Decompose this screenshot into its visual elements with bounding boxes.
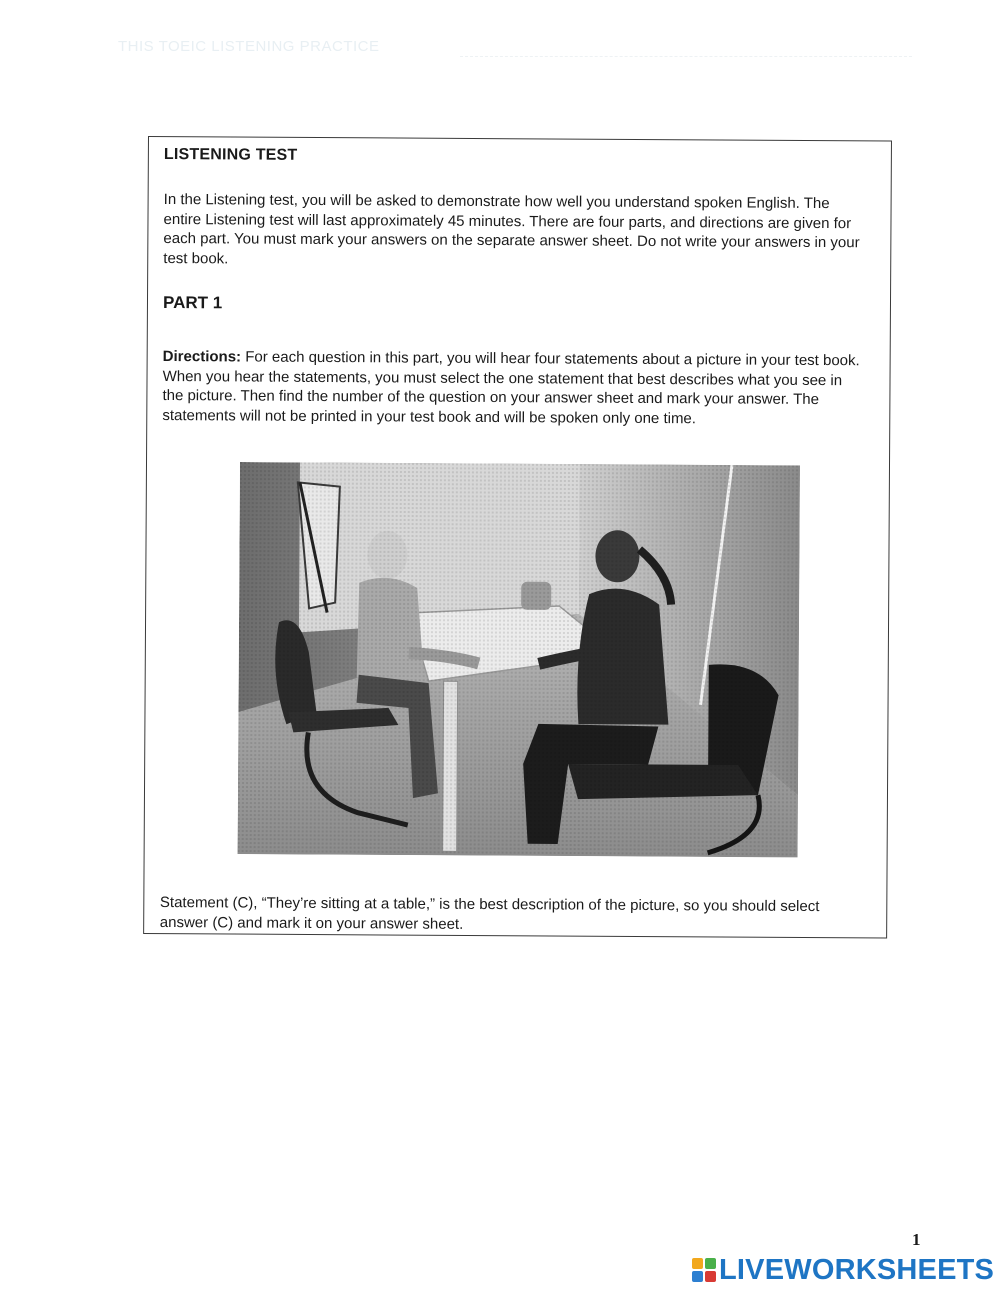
liveworksheets-logo-icon <box>692 1258 716 1282</box>
instructions-content <box>162 146 864 429</box>
faint-header-text: THIS TOEIC LISTENING PRACTICE <box>118 38 380 55</box>
brand-name: LIVEWORKSHEETS <box>719 1254 995 1286</box>
halftone-texture <box>238 462 800 857</box>
part-title: PART 1 <box>162 292 223 313</box>
directions-label: Directions: <box>162 347 242 366</box>
intro-paragraph: In the Listening test, you will be asked to demonstrate how well you understand spoken English. The entire Listening test will last approximately 45 minutes. There are four parts, and directions are given for each part. You must mark your answers on the separate answer sheet. Do not write your answers in your test book. <box>163 190 860 267</box>
directions-paragraph <box>162 347 862 429</box>
page-number: 1 <box>912 1230 921 1249</box>
photo-two-people-at-table <box>238 462 800 857</box>
faint-header-rule <box>460 56 912 57</box>
section-title: LISTENING TEST <box>163 146 298 164</box>
liveworksheets-branding[interactable] <box>692 1255 994 1285</box>
directions-text: For each question in this part, you will hear four statements about a picture in your test book. When you hear the statements, you must select the one statement that best describes what you see in the picture. Then find the number of the question on your answer sheet and mark your answer. The statements will not be printed in your test book and will be spoken only one time. <box>162 348 860 427</box>
example-caption: Statement (C), “They’re sitting at a table,” is the best description of the picture, so you should select answer (C) and mark it on your answer sheet. <box>159 894 820 933</box>
example-photo <box>238 462 800 857</box>
